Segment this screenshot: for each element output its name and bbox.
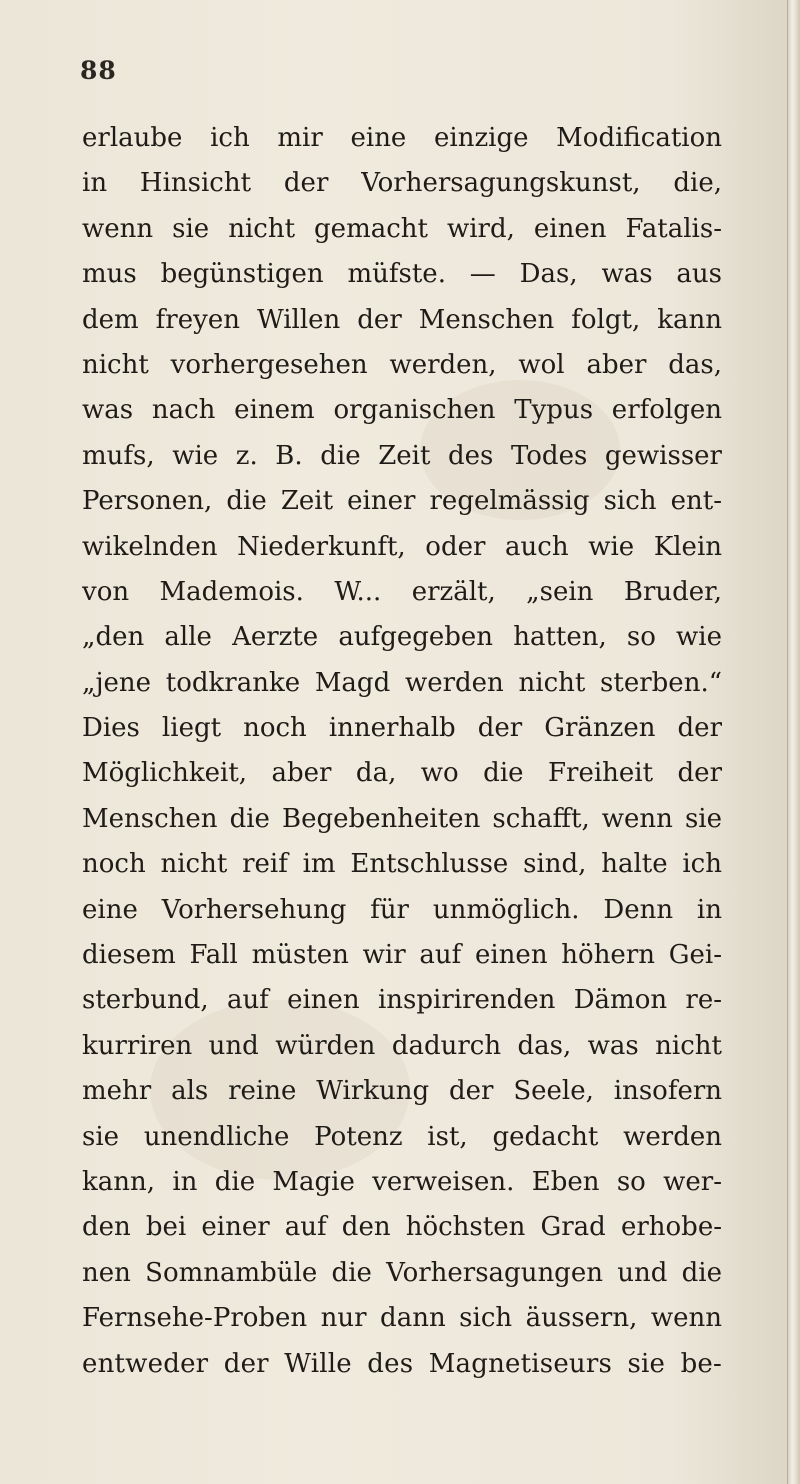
text-line: dem freyen Willen der Menschen folgt, kann bbox=[82, 304, 722, 335]
body-text bbox=[82, 116, 722, 1387]
text-line: noch nicht reif im Entschlusse sind, halte ich bbox=[82, 849, 722, 880]
page-edge bbox=[787, 0, 800, 1484]
text-line: mus begünstigen müfste. — Das, was aus bbox=[82, 259, 722, 290]
text-line: Personen, die Zeit einer regelmässig sich ent- bbox=[82, 486, 722, 517]
text-line: entweder der Wille des Magnetiseurs sie be- bbox=[82, 1348, 722, 1379]
text-line: Dies liegt noch innerhalb der Gränzen der bbox=[82, 713, 722, 744]
text-line: nicht vorhergesehen werden, wol aber das, bbox=[82, 349, 722, 380]
text-line: sie unendliche Potenz ist, gedacht werden bbox=[82, 1121, 722, 1152]
text-line: nen Somnambüle die Vorhersagungen und die bbox=[82, 1257, 722, 1288]
text-line: erlaube ich mir eine einzige Modification bbox=[82, 123, 722, 153]
text-line: kurriren und würden dadurch das, was nicht bbox=[82, 1030, 722, 1061]
text-line: sterbund, auf einen inspirirenden Dämon re- bbox=[82, 985, 722, 1016]
text-line: Menschen die Begebenheiten schafft, wenn sie bbox=[82, 803, 722, 834]
text-line: kann, in die Magie verweisen. Eben so wer- bbox=[82, 1166, 722, 1197]
text-line: von Mademois. W... erzält, „sein Bruder, bbox=[82, 576, 722, 607]
text-line: wikelnden Niederkunft, oder auch wie Klein bbox=[82, 531, 722, 562]
text-line: diesem Fall müsten wir auf einen höhern Gei- bbox=[82, 940, 722, 971]
text-line: Möglichkeit, aber da, wo die Freiheit der bbox=[82, 758, 722, 789]
page-number: 88 bbox=[80, 56, 117, 85]
text-line: in Hinsicht der Vorhersagungskunst, die, bbox=[82, 168, 722, 199]
text-line: „den alle Aerzte aufgegeben hatten, so wie bbox=[82, 622, 722, 653]
text-line: Fernsehe-Proben nur dann sich äussern, wenn bbox=[82, 1303, 722, 1334]
text-line: mehr als reine Wirkung der Seele, insofern bbox=[82, 1076, 722, 1107]
text-line: mufs, wie z. B. die Zeit des Todes gewisser bbox=[82, 440, 722, 471]
text-line: den bei einer auf den höchsten Grad erhobe- bbox=[82, 1212, 722, 1243]
text-line: eine Vorhersehung für unmöglich. Denn in bbox=[82, 894, 722, 925]
text-line: was nach einem organischen Typus erfolgen bbox=[82, 395, 722, 426]
text-line: „jene todkranke Magd werden nicht sterben.“ bbox=[82, 667, 722, 698]
text-line: wenn sie nicht gemacht wird, einen Fatalis- bbox=[82, 213, 722, 244]
